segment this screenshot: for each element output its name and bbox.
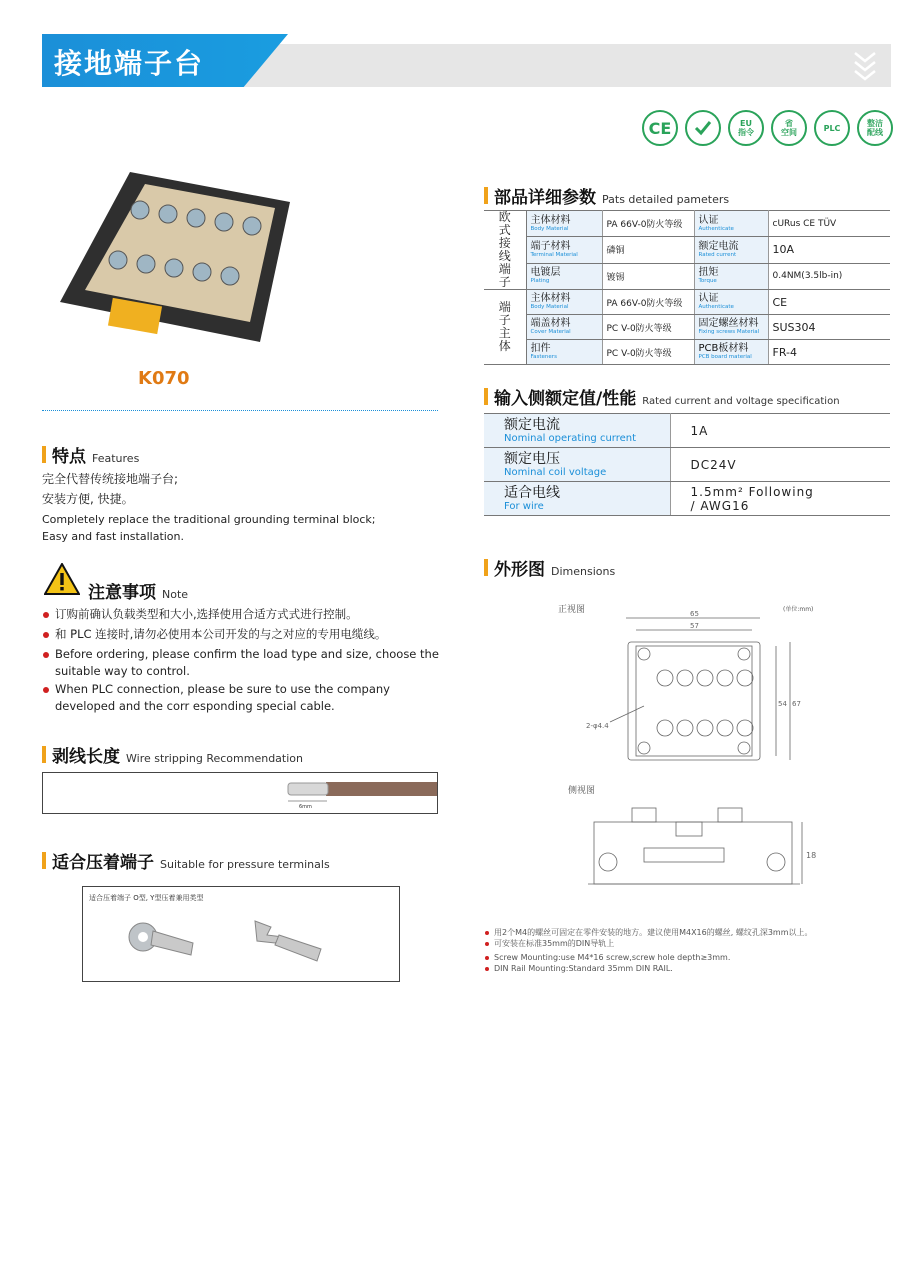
param-label: PCB板材料 xyxy=(698,343,749,354)
param-value: PA 66V-0防火等级 xyxy=(602,211,694,237)
param-label-en: Fixing screws Material xyxy=(698,329,760,335)
table-row xyxy=(484,290,890,315)
dim-label: 2-φ4.4 xyxy=(586,722,609,730)
param-label: 扭矩 xyxy=(698,267,719,279)
param-label-en: Cover Material xyxy=(530,329,571,335)
param-label-en: Torque xyxy=(698,278,717,285)
features-title-en: Features xyxy=(92,452,140,465)
params-title: 部品详细参数 xyxy=(494,188,596,208)
rated-value: 1A xyxy=(670,414,890,448)
features-heading xyxy=(42,442,139,467)
param-value: FR-4 xyxy=(768,340,890,365)
param-label: 认证 xyxy=(698,293,719,304)
fork-terminal-icon xyxy=(249,913,339,967)
product-image xyxy=(60,172,290,342)
rated-value: DC24V xyxy=(670,448,890,482)
param-label-en: Authenticate xyxy=(698,225,734,232)
heading-marker xyxy=(42,852,46,869)
heading-marker xyxy=(42,446,46,463)
param-label-en: Fasteners xyxy=(530,354,557,360)
rated-label: 额定电流 xyxy=(504,417,560,433)
dims-heading xyxy=(484,555,615,580)
crimp-caption: 适合压着端子 O型, Y型压着兼用类型 xyxy=(89,894,204,902)
dims-note: 用2个M4的螺丝可固定在零件安装的地方。建议使用M4X16的螺丝, 螺纹孔深3mm以上。 xyxy=(484,928,813,938)
dims-note: DIN Rail Mounting:Standard 35mm DIN RAIL. xyxy=(484,964,673,974)
rated-title-en: Rated current and voltage specification xyxy=(642,396,840,407)
param-value: PC V-0防火等级 xyxy=(602,340,694,365)
param-label: 认证 xyxy=(698,214,719,226)
strip-title: 剥线长度 xyxy=(52,747,120,767)
note-title: 注意事项 xyxy=(88,583,156,603)
side-view-label: 侧视图 xyxy=(568,786,596,796)
ring-terminal-icon xyxy=(123,915,213,965)
features-en-line: Completely replace the traditional grounding terminal block; xyxy=(42,513,376,526)
rated-label-en: Nominal operating current xyxy=(504,433,637,444)
param-value: cURus CE TÜV xyxy=(768,211,890,237)
param-label-en: Body Material xyxy=(530,304,569,310)
param-value: PC V-0防火等级 xyxy=(602,315,694,340)
note-item: Before ordering, please confirm the load type and size, choose the suitable way to control. xyxy=(42,646,440,680)
params-group-label: 欧 式 接 线 端 子 xyxy=(484,211,526,290)
param-label-en: PCB board material xyxy=(698,354,752,360)
dim-label: 54 xyxy=(778,700,787,708)
dims-title-en: Dimensions xyxy=(551,565,616,578)
rated-title: 输入侧额定值/性能 xyxy=(494,389,637,409)
dims-title: 外形图 xyxy=(494,560,545,580)
features-zh-line: 安装方便, 快捷。 xyxy=(42,492,134,506)
dim-label: 18 xyxy=(806,851,817,860)
rated-label-en: Nominal coil voltage xyxy=(504,467,607,478)
param-label: 主体材料 xyxy=(530,214,571,226)
features-title: 特点 xyxy=(52,447,86,467)
front-view-label: 正视图 xyxy=(558,605,586,615)
param-value: CE xyxy=(768,290,890,315)
crimp-terminal-box xyxy=(82,886,400,982)
unit-label: (单位:mm) xyxy=(783,606,814,613)
params-table xyxy=(484,210,890,365)
param-label-en: Plating xyxy=(530,278,550,285)
table-row xyxy=(484,315,890,340)
rohs-check-icon xyxy=(685,110,721,146)
table-row xyxy=(484,448,890,482)
heading-marker xyxy=(484,559,488,576)
table-row xyxy=(484,263,890,289)
plc-icon: PLC xyxy=(814,110,850,146)
param-label: 主体材料 xyxy=(530,293,571,304)
heading-marker xyxy=(484,388,488,405)
param-label: 端子材料 xyxy=(530,240,571,252)
heading-marker xyxy=(484,187,488,204)
side-view-drawing xyxy=(580,800,820,896)
table-row xyxy=(484,340,890,365)
param-label: 电镀层 xyxy=(530,267,561,279)
table-row xyxy=(484,237,890,263)
param-label-en: Authenticate xyxy=(698,304,734,310)
rated-value: 1.5mm² Following / AWG16 xyxy=(670,482,890,516)
params-heading xyxy=(484,183,729,208)
note-title-en: Note xyxy=(162,588,189,601)
dim-label: 67 xyxy=(792,700,801,708)
front-view-drawing xyxy=(580,610,810,770)
heading-marker xyxy=(42,746,46,763)
param-value: 0.4NM(3.5lb-in) xyxy=(768,263,890,289)
features-en-line: Easy and fast installation. xyxy=(42,530,185,543)
rated-label: 适合电线 xyxy=(504,485,560,501)
crimp-title-en: Suitable for pressure terminals xyxy=(160,858,330,871)
param-value: 磷铜 xyxy=(602,237,694,263)
rated-table xyxy=(484,413,890,516)
rated-label-en: For wire xyxy=(504,501,544,512)
param-label-en: Body Material xyxy=(530,225,569,232)
note-item: When PLC connection, please be sure to use the company developed and the corr esponding special cable. xyxy=(42,681,440,715)
param-label: 固定螺丝材料 xyxy=(698,318,759,329)
dim-label: 57 xyxy=(690,622,699,630)
dim-label: 65 xyxy=(690,610,699,618)
param-label-en: Terminal Material xyxy=(530,251,578,258)
params-title-en: Pats detailed pameters xyxy=(602,193,730,206)
features-zh-line: 完全代替传统接地端子台; xyxy=(42,472,179,486)
rated-label: 额定电压 xyxy=(504,451,560,467)
param-label-en: Rated current xyxy=(698,251,737,258)
note-heading xyxy=(88,578,188,603)
tidy-wiring-icon: 整洁 配线 xyxy=(857,110,893,146)
divider xyxy=(42,410,438,411)
param-label: 端盖材料 xyxy=(530,318,571,329)
chevron-down-icon xyxy=(852,50,878,82)
table-row xyxy=(484,211,890,237)
wire-strip-diagram xyxy=(42,772,438,814)
dims-note: Screw Mounting:use M4*16 screw,screw hole depth≥3mm. xyxy=(484,953,730,963)
params-group-label: 端 子 主 体 xyxy=(484,290,526,365)
note-item: 和 PLC 连接时,请勿必使用本公司开发的与之对应的专用电缆线。 xyxy=(42,626,440,643)
space-saving-icon: 省 空间 xyxy=(771,110,807,146)
param-value: 10A xyxy=(768,237,890,263)
strip-length-label: 6mm xyxy=(299,804,312,810)
stripped-wire-icon xyxy=(43,773,437,813)
ce-mark-icon: CE xyxy=(642,110,678,146)
product-model: K070 xyxy=(138,368,190,389)
rated-heading xyxy=(484,384,840,409)
eu-directive-icon: EU 指令 xyxy=(728,110,764,146)
table-row xyxy=(484,414,890,448)
strip-heading xyxy=(42,742,303,767)
dims-note: 可安装在标准35mm的DIN导轨上 xyxy=(484,939,614,949)
param-label: 额定电流 xyxy=(698,240,739,252)
strip-title-en: Wire stripping Recommendation xyxy=(126,752,303,765)
param-label: 扣件 xyxy=(530,343,551,354)
table-row xyxy=(484,482,890,516)
warning-icon xyxy=(44,563,80,595)
crimp-title: 适合压着端子 xyxy=(52,853,154,873)
note-item: 订购前确认负载类型和大小,选择使用合适方式式进行控制。 xyxy=(42,606,440,623)
param-value: 镀锡 xyxy=(602,263,694,289)
crimp-heading xyxy=(42,848,330,873)
certification-icons xyxy=(642,110,893,146)
param-value: PA 66V-0防火等级 xyxy=(602,290,694,315)
param-value: SUS304 xyxy=(768,315,890,340)
page-title: 接地端子台 xyxy=(54,47,205,80)
